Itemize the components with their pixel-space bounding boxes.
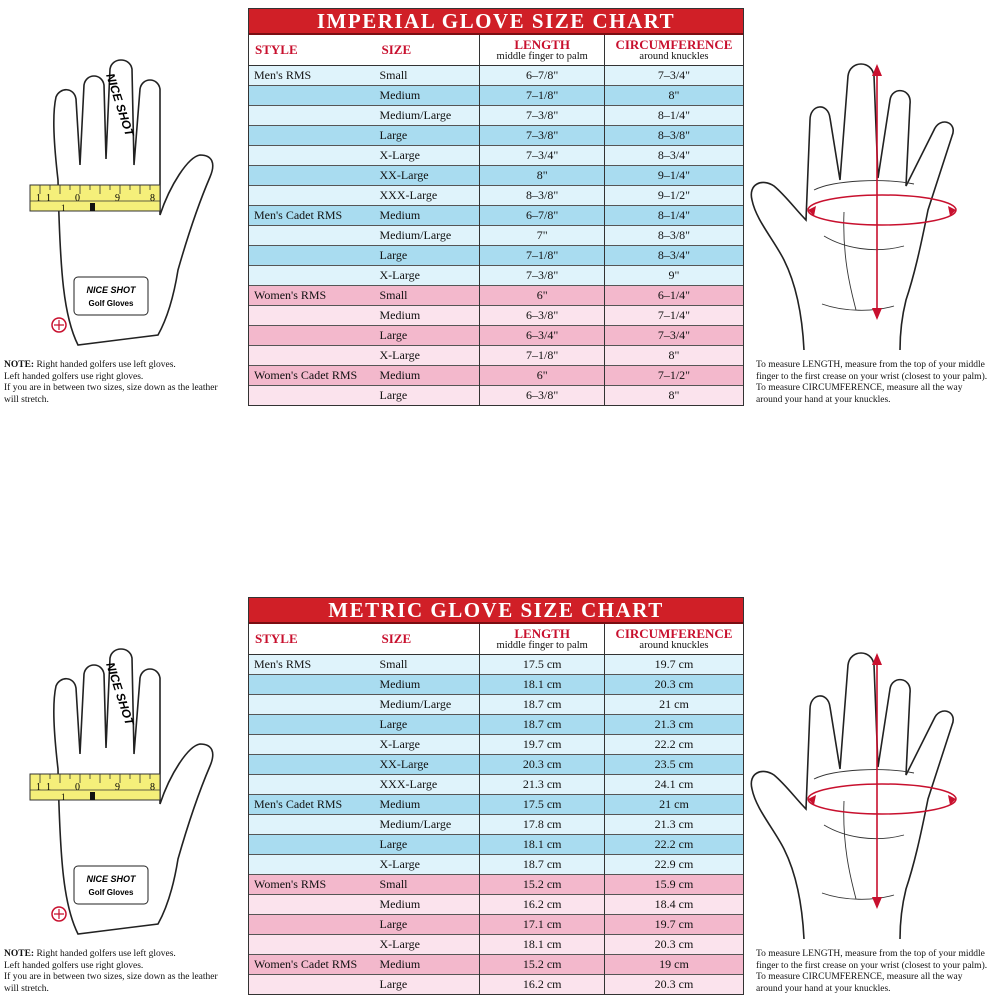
cell-length: 6–3/4" [480,326,605,346]
glove-brand-text: NICE SHOT [103,660,137,728]
cell-circ: 22.2 cm [604,835,743,855]
chart-title: METRIC GLOVE SIZE CHART [249,598,743,624]
cell-circ: 22.9 cm [604,855,743,875]
hand-illustration [744,649,984,939]
table-row [249,366,743,386]
ruler-number: 8 [150,193,155,204]
cell-size: XXX-Large [376,186,480,206]
cell-size: X-Large [376,146,480,166]
note-left [4,360,234,406]
cell-length: 18.7 cm [480,715,605,735]
cell-size: Large [376,246,480,266]
cell-length: 6–7/8" [480,206,605,226]
ruler-number: 0 [75,782,80,793]
header-length [480,624,605,655]
ruler-number: 1 [36,193,41,204]
cell-circ: 7–1/4" [604,306,743,326]
header-style: STYLE [249,624,376,655]
cell-size: Small [376,66,480,86]
cell-circ: 8–3/8" [604,126,743,146]
ruler-number: 1 [46,782,51,793]
cell-circ: 8–3/4" [604,146,743,166]
cell-size: XX-Large [376,166,480,186]
table-row [249,875,743,895]
ruler-number: 8 [150,782,155,793]
cell-style: Women's RMS [249,286,376,306]
cell-circ: 9" [604,266,743,286]
cell-length: 7–1/8" [480,346,605,366]
cell-length: 20.3 cm [480,755,605,775]
cell-circ: 19.7 cm [604,915,743,935]
cell-length: 6" [480,366,605,386]
cell-circ: 9–1/2" [604,186,743,206]
cell-length: 17.5 cm [480,655,605,675]
header-circumference [604,624,743,655]
cell-length: 16.2 cm [480,895,605,915]
cell-style: Men's RMS [249,66,376,86]
table-row [249,915,743,935]
table-row [249,755,743,775]
cell-style [249,735,376,755]
cell-length: 18.7 cm [480,695,605,715]
cell-size: Medium [376,895,480,915]
cell-circ: 19 cm [604,955,743,975]
table-row [249,346,743,366]
cell-length: 6–3/8" [480,386,605,406]
header-circumference-sub: around knuckles [639,639,709,651]
table-row [249,955,743,975]
cell-circ: 8" [604,346,743,366]
cell-style [249,815,376,835]
cell-size: XXX-Large [376,775,480,795]
table-row [249,935,743,955]
table-row [249,975,743,995]
cell-size: Large [376,975,480,995]
cell-size: X-Large [376,855,480,875]
size-table [249,624,743,994]
imperial-size-chart [248,8,744,406]
table-row [249,106,743,126]
cell-circ: 21 cm [604,795,743,815]
cell-style [249,695,376,715]
header-row [249,624,743,655]
header-row [249,35,743,66]
metric-size-chart [248,597,744,995]
cell-size: Large [376,386,480,406]
cell-circ: 22.2 cm [604,735,743,755]
cell-style [249,855,376,875]
cell-style [249,306,376,326]
cell-circ: 8" [604,86,743,106]
cell-style [249,935,376,955]
table-row [249,795,743,815]
cell-size: Medium [376,795,480,815]
cell-length: 17.8 cm [480,815,605,835]
cell-size: Small [376,286,480,306]
glove-label-line2: Golf Gloves [88,888,134,897]
header-length [480,35,605,66]
table-row [249,286,743,306]
cell-length: 6–3/8" [480,306,605,326]
table-body [249,655,743,995]
cell-style [249,186,376,206]
header-length-label: LENGTH [514,36,570,52]
cell-style [249,326,376,346]
ruler-number: 1 [36,782,41,793]
cell-style [249,166,376,186]
table-row [249,675,743,695]
cell-size: Small [376,875,480,895]
header-style: STYLE [249,35,376,66]
table-row [249,895,743,915]
cell-size: Large [376,915,480,935]
header-length-sub: middle finger to palm [496,50,588,62]
cell-size: Large [376,126,480,146]
cell-style [249,146,376,166]
cell-style [249,755,376,775]
table-row [249,86,743,106]
cell-size: XX-Large [376,755,480,775]
note-label: NOTE: [4,360,35,370]
cell-circ: 7–1/2" [604,366,743,386]
cell-length: 18.1 cm [480,935,605,955]
table-row [249,655,743,675]
cell-circ: 8–3/8" [604,226,743,246]
cell-length: 19.7 cm [480,735,605,755]
table-row [249,735,743,755]
table-row [249,126,743,146]
cell-length: 16.2 cm [480,975,605,995]
cell-style: Men's Cadet RMS [249,795,376,815]
header-length-label: LENGTH [514,625,570,641]
ruler-number: 1 [46,193,51,204]
cell-size: Medium/Large [376,695,480,715]
cell-length: 6–7/8" [480,66,605,86]
table-row [249,66,743,86]
cell-circ: 20.3 cm [604,935,743,955]
table-row [249,186,743,206]
cell-style [249,835,376,855]
cell-length: 15.2 cm [480,955,605,975]
table-row [249,835,743,855]
cell-length: 7" [480,226,605,246]
cell-style [249,106,376,126]
cell-circ: 7–3/4" [604,326,743,346]
cell-style [249,226,376,246]
cell-circ: 20.3 cm [604,975,743,995]
cell-size: X-Large [376,735,480,755]
cell-style: Women's Cadet RMS [249,955,376,975]
note-right: To measure LENGTH, measure from the top of your middle finger to the first crease on your wrist (closest to your palm). To measure CIRCUMFERENCE, measure all the way around your hand at your knuckles. [756,360,988,405]
cell-circ: 24.1 cm [604,775,743,795]
cell-size: Medium [376,675,480,695]
table-row [249,715,743,735]
metric-section [0,589,994,999]
table-row [249,386,743,406]
table-row [249,246,743,266]
cell-size: X-Large [376,346,480,366]
cell-style: Women's RMS [249,875,376,895]
cell-style [249,346,376,366]
cell-size: Small [376,655,480,675]
header-size: SIZE [376,35,480,66]
hand-illustration [744,60,984,350]
note-right: To measure LENGTH, measure from the top of your middle finger to the first crease on your wrist (closest to your palm). To measure CIRCUMFERENCE, measure all the way around your hand at your knuckles. [756,949,988,994]
ruler-number: 1 [61,792,66,802]
header-circumference-sub: around knuckles [639,50,709,62]
table-row [249,815,743,835]
cell-length: 7–1/8" [480,246,605,266]
cell-style: Men's Cadet RMS [249,206,376,226]
cell-length: 8" [480,166,605,186]
cell-style [249,86,376,106]
cell-length: 17.1 cm [480,915,605,935]
cell-size: Medium [376,366,480,386]
glove-illustration [28,55,218,355]
table-row [249,326,743,346]
imperial-section [0,0,994,410]
ruler-number: 9 [115,193,120,204]
cell-size: X-Large [376,935,480,955]
ruler-number: 1 [61,203,66,213]
size-table [249,35,743,405]
note-text: If you are in between two sizes, size down as the leather will stretch. [4,972,218,994]
cell-size: X-Large [376,266,480,286]
cell-circ: 21.3 cm [604,815,743,835]
cell-length: 18.1 cm [480,675,605,695]
cell-circ: 15.9 cm [604,875,743,895]
note-left [4,949,234,995]
header-circumference-label: CIRCUMFERENCE [615,36,733,52]
cell-circ: 21 cm [604,695,743,715]
note-text: If you are in between two sizes, size down as the leather will stretch. [4,383,218,405]
header-circumference-label: CIRCUMFERENCE [615,625,733,641]
cell-circ: 18.4 cm [604,895,743,915]
cell-length: 15.2 cm [480,875,605,895]
note-text: Right handed golfers use left gloves. [34,949,176,959]
cell-circ: 20.3 cm [604,675,743,695]
cell-style: Men's RMS [249,655,376,675]
cell-size: Large [376,715,480,735]
cell-size: Medium [376,206,480,226]
cell-length: 6" [480,286,605,306]
cell-style [249,386,376,406]
chart-title: IMPERIAL GLOVE SIZE CHART [249,9,743,35]
cell-length: 7–1/8" [480,86,605,106]
table-row [249,695,743,715]
cell-circ: 7–3/4" [604,66,743,86]
table-row [249,166,743,186]
cell-length: 21.3 cm [480,775,605,795]
cell-circ: 21.3 cm [604,715,743,735]
glove-label-line2: Golf Gloves [88,299,134,308]
cell-length: 7–3/8" [480,106,605,126]
glove-label-brand: NICE SHOT [86,874,136,884]
glove-illustration [28,644,218,944]
ruler-number: 9 [115,782,120,793]
cell-length: 17.5 cm [480,795,605,815]
cell-circ: 8" [604,386,743,406]
cell-circ: 19.7 cm [604,655,743,675]
table-body [249,66,743,406]
table-row [249,206,743,226]
cell-size: Medium/Large [376,106,480,126]
cell-length: 7–3/8" [480,126,605,146]
table-row [249,226,743,246]
cell-circ: 8–1/4" [604,206,743,226]
header-size: SIZE [376,624,480,655]
cell-style: Women's Cadet RMS [249,366,376,386]
glove-label-brand: NICE SHOT [86,285,136,295]
note-text: Left handed golfers use right gloves. [4,371,144,382]
cell-size: Large [376,326,480,346]
cell-length: 18.7 cm [480,855,605,875]
table-row [249,266,743,286]
cell-style [249,715,376,735]
cell-size: Large [376,835,480,855]
cell-circ: 9–1/4" [604,166,743,186]
table-row [249,306,743,326]
cell-size: Medium [376,306,480,326]
cell-length: 7–3/8" [480,266,605,286]
cell-style [249,126,376,146]
note-text: Left handed golfers use right gloves. [4,960,144,971]
cell-style [249,266,376,286]
cell-circ: 8–3/4" [604,246,743,266]
note-text: Right handed golfers use left gloves. [34,360,176,370]
cell-style [249,246,376,266]
cell-size: Medium/Large [376,815,480,835]
ruler-number: 0 [75,193,80,204]
cell-style [249,675,376,695]
header-length-sub: middle finger to palm [496,639,588,651]
cell-circ: 6–1/4" [604,286,743,306]
note-label: NOTE: [4,949,35,959]
cell-style [249,775,376,795]
table-row [249,775,743,795]
cell-style [249,915,376,935]
cell-length: 8–3/8" [480,186,605,206]
cell-circ: 8–1/4" [604,106,743,126]
cell-size: Medium/Large [376,226,480,246]
glove-brand-text: NICE SHOT [103,71,137,139]
cell-length: 7–3/4" [480,146,605,166]
cell-circ: 23.5 cm [604,755,743,775]
table-row [249,855,743,875]
table-row [249,146,743,166]
cell-size: Medium [376,86,480,106]
header-circumference [604,35,743,66]
cell-length: 18.1 cm [480,835,605,855]
cell-size: Medium [376,955,480,975]
cell-style [249,975,376,995]
cell-style [249,895,376,915]
